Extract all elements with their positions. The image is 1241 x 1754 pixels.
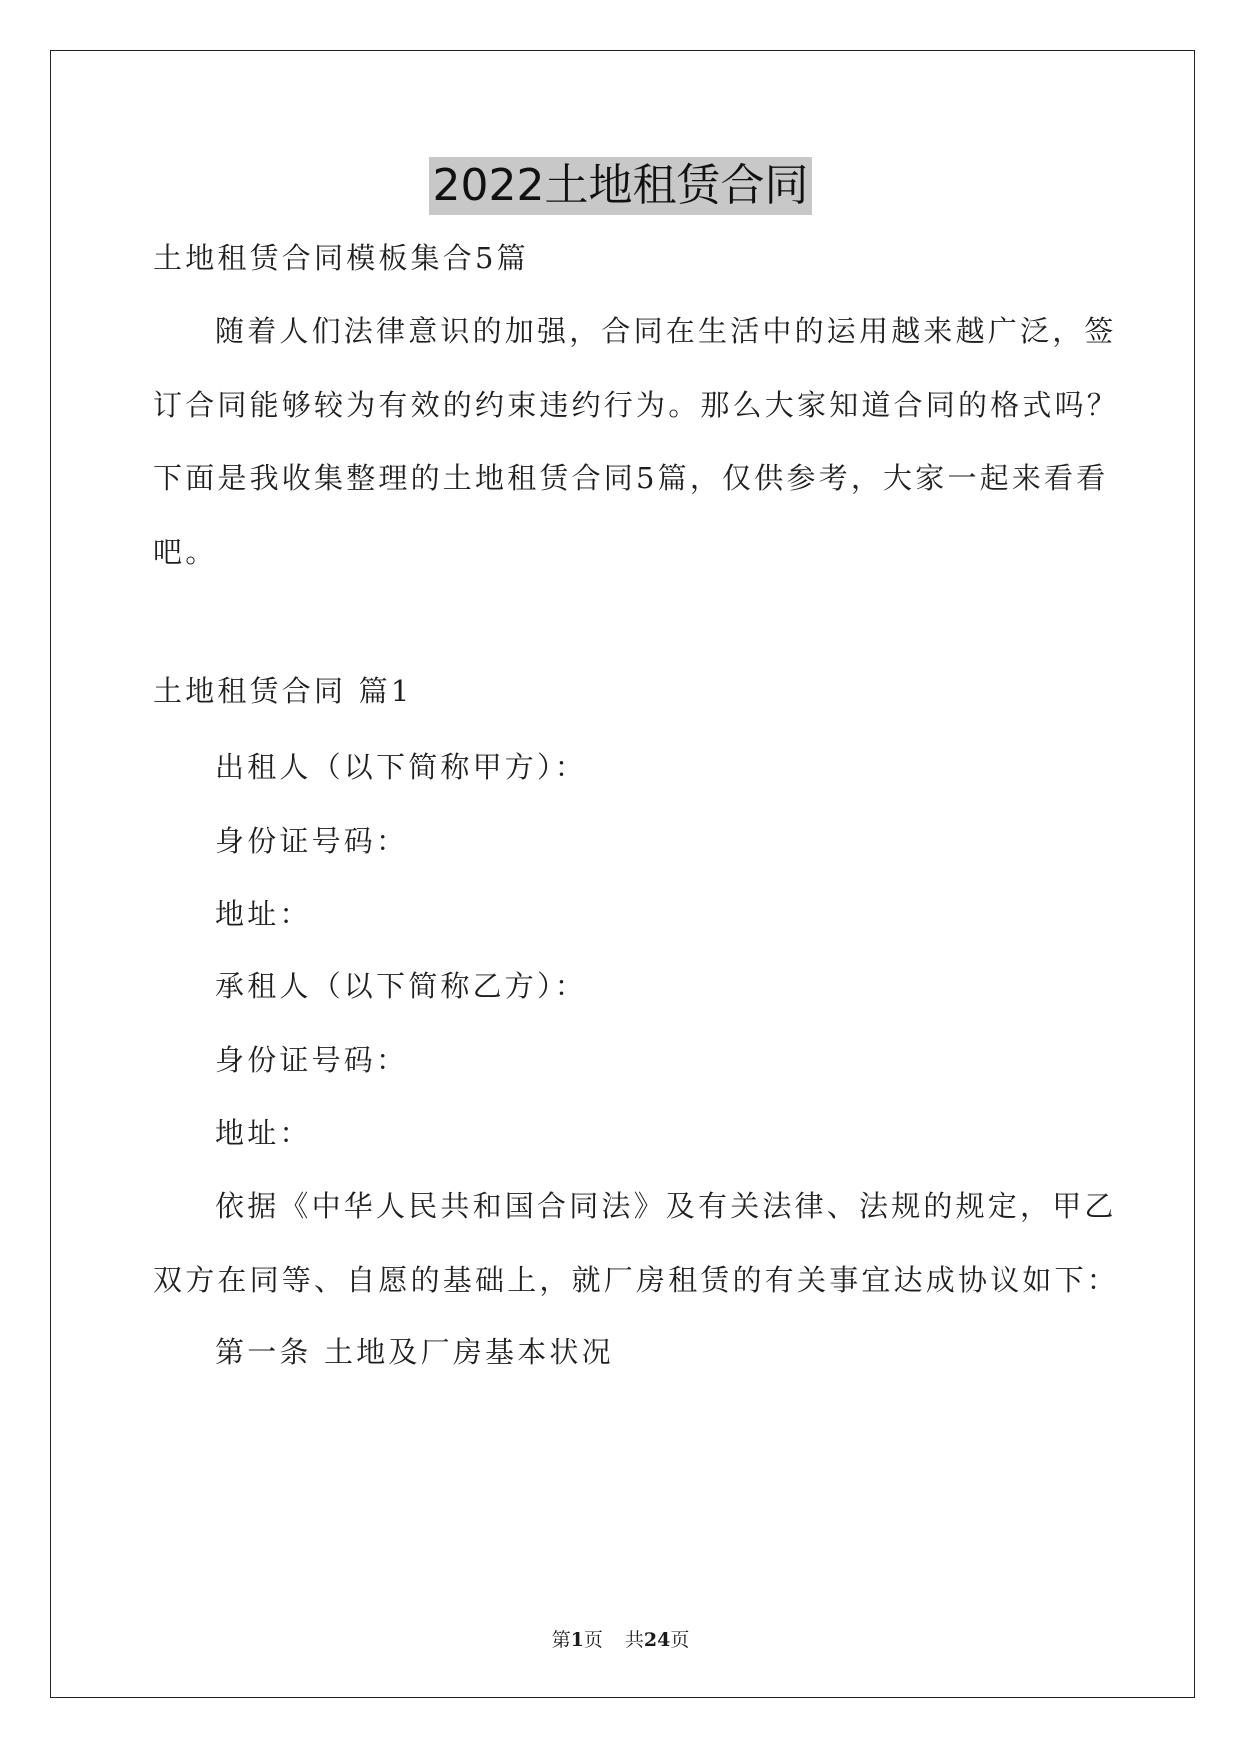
basis-line-1: 依据《中华人民共和国合同法》及有关法律、法规的规定，甲乙 [215,1189,1117,1223]
title-container [0,157,1241,215]
intro-line-1: 随着人们法律意识的加强，合同在生活中的运用越来越广泛，签 [215,314,1117,348]
lessor-id-field: 身份证号码： [215,824,409,858]
intro-line-3: 下面是我收集整理的土地租赁合同5篇，仅供参考，大家一起来看看 [153,461,1109,495]
article-1-heading: 第一条 土地及厂房基本状况 [215,1335,614,1369]
lessee-address-field: 地址： [215,1116,312,1150]
document-title: 2022土地租赁合同 [429,157,813,215]
document-subtitle: 土地租赁合同模板集合5篇 [153,241,529,275]
lessee-id-field: 身份证号码： [215,1043,409,1077]
footer-total-suffix: 页 [670,1629,690,1651]
current-page-number: 1 [570,1629,584,1651]
footer-total-prefix: 共 [624,1629,644,1651]
lessor-address-field: 地址： [215,897,312,931]
basis-line-2: 双方在同等、自愿的基础上，就厂房租赁的有关事宜达成协议如下： [153,1263,1120,1297]
page-border [50,50,1195,1698]
lessee-field: 承租人（以下简称乙方）： [215,969,587,1003]
lessor-field: 出租人（以下简称甲方）： [215,750,587,784]
page-footer [0,1627,1241,1653]
footer-page-suffix: 页 [583,1629,603,1651]
footer-prefix: 第 [551,1629,571,1651]
total-pages-number: 24 [643,1629,671,1651]
intro-line-2: 订合同能够较为有效的约束违约行为。那么大家知道合同的格式吗？ [153,388,1120,422]
section-heading: 土地租赁合同 篇1 [153,674,413,708]
intro-line-4: 吧。 [153,535,218,569]
